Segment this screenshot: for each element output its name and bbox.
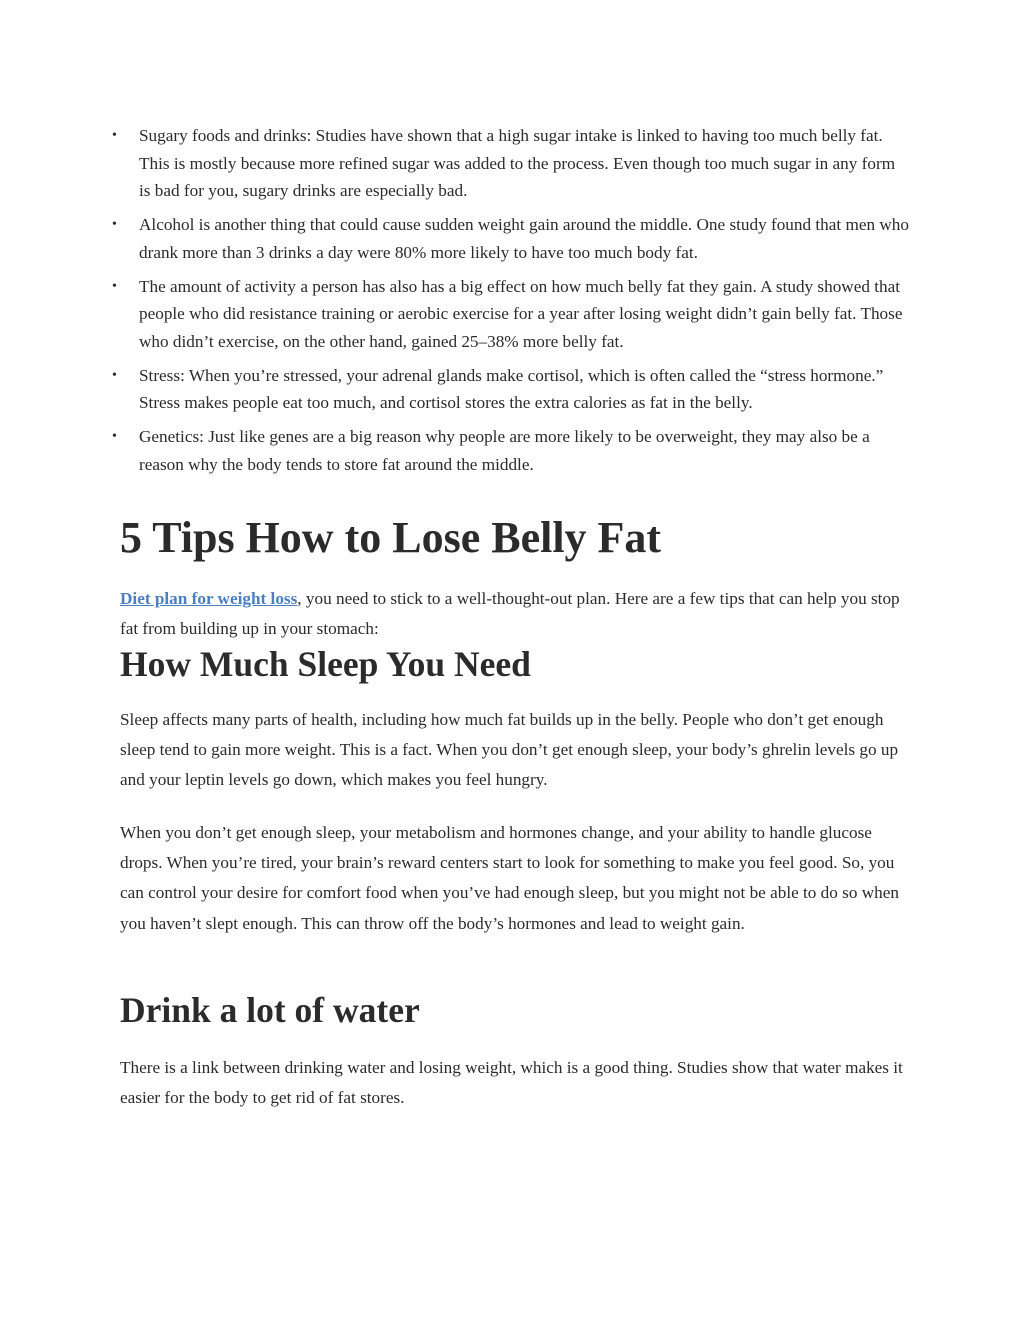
bullet-text: Alcohol is another thing that could cause sudden weight gain around the middle. One study found that men who drank more than 3 drinks a day were 80% more likely to have too much body fat. [139,215,909,262]
bullet-icon: • [112,367,117,383]
bullet-icon: • [112,217,117,233]
diet-plan-link[interactable]: Diet plan for weight loss [120,589,298,608]
list-item [0,362,909,417]
bullet-text: The amount of activity a person has also has a big effect on how much belly fat they gain. A study showed that people who did resistance training or aerobic exercise for a year after losing weight didn’t gain belly fat. Those who didn’t exercise, on the other hand, gained 25–38% more belly fat. [139,276,903,351]
main-heading: 5 Tips How to Lose Belly Fat [120,513,662,562]
list-item [0,211,909,266]
bullet-text: Genetics: Just like genes are a big reason why people are more likely to be overweight, they may also be a reason why the body tends to store fat around the middle. [139,427,870,474]
bullet-icon: • [112,128,117,143]
list-item [0,273,909,356]
bullet-text: Sugary foods and drinks: Studies have shown that a high sugar intake is linked to having too much belly fat. This is mostly because more refined sugar was added to the process. Even though too much sugar in any form is bad for you, sugary drinks are especially bad. [139,126,896,201]
bullet-text: Stress: When you’re stressed, your adrenal glands make cortisol, which is often called the “stress hormone.” Stress makes people eat too much, and cortisol stores the extra calories as fat in the belly. [139,365,884,413]
bullet-icon: • [112,429,117,445]
list-item [0,122,909,205]
intro-text: , you need to stick to a well-thought-out plan. Here are a few tips that can help you stop fat from building up in your stomach: [120,589,900,638]
water-paragraph-1: There is a link between drinking water and losing weight, which is a good thing. Studies show that water makes it easier for the body to get rid of fat stores. [120,1058,903,1108]
sleep-paragraph-1: Sleep affects many parts of health, including how much fat builds up in the belly. People who don’t get enough sleep tend to gain more weight. This is a fact. When you don’t get enough sleep, your body’s ghrelin levels go up and your leptin levels go down, which makes you feel hungry. [120,710,899,790]
list-item [0,423,909,478]
sleep-heading: How Much Sleep You Need [120,644,531,684]
sleep-paragraph-2: When you don’t get enough sleep, your metabolism and hormones change, and your ability to handle glucose drops. When you’re tired, your brain’s reward centers start to look for something to make you feel good. So, you can control your desire for comfort food when you’ve had enough sleep, but you might not be able to do so when you haven’t slept enough. This can throw off the body’s hormones and lead to weight gain. [120,823,899,933]
water-heading: Drink a lot of water [120,990,420,1030]
intro-paragraph [120,584,910,643]
causes-bullet-list [0,122,1024,484]
bullet-icon: • [112,278,117,294]
